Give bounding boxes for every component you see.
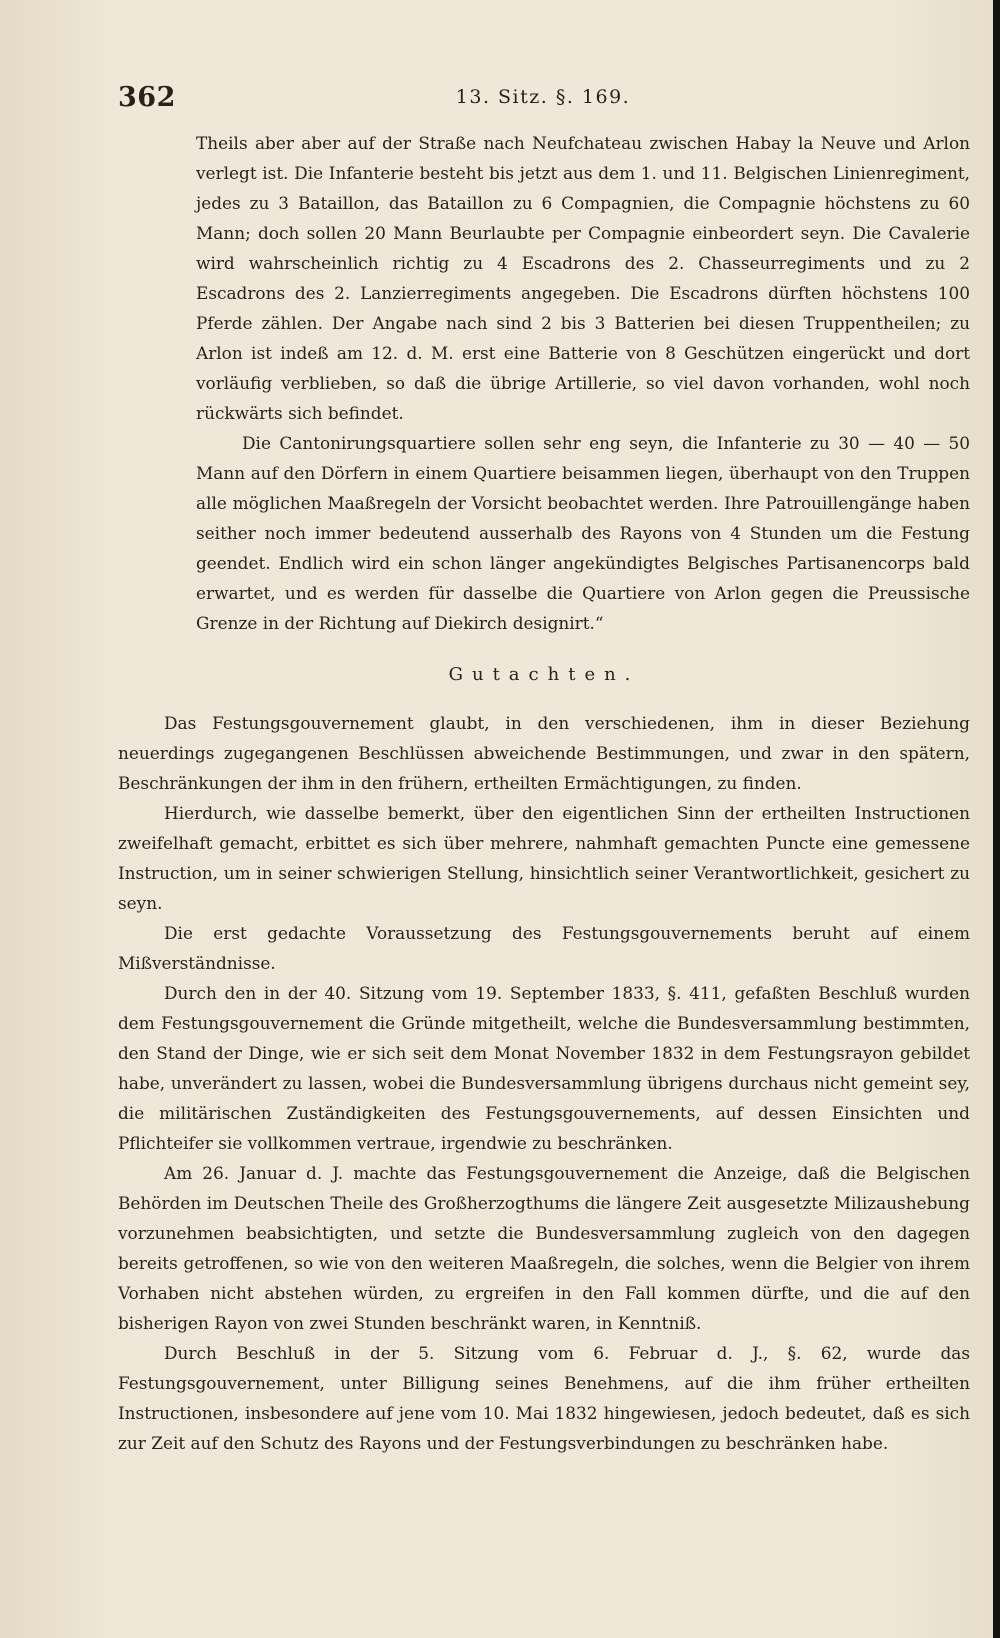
running-head: 13. Sitz. §. 169. <box>455 86 631 108</box>
main-text <box>118 708 970 1458</box>
quoted-report <box>118 128 970 638</box>
section-heading: Gutachten. <box>448 664 640 685</box>
body-paragraph: Die erst gedachte Voraussetzung des Festungsgouvernements beruht auf einem Mißverständnisse. <box>118 923 970 973</box>
body-paragraph: Durch den in der 40. Sitzung vom 19. September 1833, §. 411, gefaßten Beschluß wurden dem Festungsgouvernement die Gründe mitgetheilt, welche die Bundesversammlung bestimmten, den Stand der Dinge, wie er sich seit dem Monat November 1832 in dem Festungsrayon gebildet habe, unverändert zu lassen, wobei die Bundesversammlung übrigens durchaus nicht gemeint sey, die militärischen Zuständigkeiten des Festungsgouvernements, auf dessen Einsichten und Pflichteifer sie vollkommen vertraue, irgendwie zu beschränken. <box>118 983 970 1153</box>
body-paragraph: Das Festungsgouvernement glaubt, in den verschiedenen, ihm in dieser Beziehung neuerdings zugegangenen Beschlüssen abweichende Bestimmungen, und zwar in den spätern, Beschränkungen der ihm in den frühern, ertheilten Ermächtigungen, zu finden. <box>118 713 970 793</box>
body-paragraph: Am 26. Januar d. J. machte das Festungsgouvernement die Anzeige, daß die Belgischen Behörden im Deutschen Theile des Großherzogthums die längere Zeit ausgesetzte Milizaushebung vorzunehmen beabsichtigten, und setzte die Bundesversammlung zugleich von den dagegen bereits getroffenen, so wie von den weiteren Maaßregeln, die solches, wenn die Belgier von ihrem Vorhaben nicht abstehen würden, zu ergreifen in den Fall kommen dürfte, und die auf den bisherigen Rayon von zwei Stunden beschränkt waren, in Kenntniß. <box>118 1163 970 1333</box>
page-content <box>118 128 970 1458</box>
body-paragraph: Hierdurch, wie dasselbe bemerkt, über den eigentlichen Sinn der ertheilten Instructionen zweifelhaft gemacht, erbittet es sich über mehrere, nahmhaft gemachten Puncte eine gemessene Instruction, um in seiner schwierigen Stellung, hinsichtlich seiner Verantwortlichkeit, gesichert zu seyn. <box>118 803 970 913</box>
body-paragraph: Durch Beschluß in der 5. Sitzung vom 6. Februar d. J., §. 62, wurde das Festungsgouvernement, unter Billigung seines Benehmens, auf die ihm früher ertheilten Instructionen, insbesondere auf jene vom 10. Mai 1832 hingewiesen, jedoch bedeutet, daß es sich zur Zeit auf den Schutz des Rayons und der Festungsverbindungen zu beschränken habe. <box>118 1343 970 1453</box>
page-header <box>118 82 968 118</box>
quote-paragraph: Theils aber aber auf der Straße nach Neufchateau zwischen Habay la Neuve und Arlon verlegt ist. Die Infanterie besteht bis jetzt aus dem 1. und 11. Belgischen Linienregiment, jedes zu 3 Bataillon, das Bataillon zu 6 Compagnien, die Compagnie höchstens zu 60 Mann; doch sollen 20 Mann Beurlaubte per Compagnie einbeordert seyn. Die Cavalerie wird wahrscheinlich richtig zu 4 Escadrons des 2. Chasseurregiments und zu 2 Escadrons des 2. Lanzierregiments angegeben. Die Escadrons dürften höchstens 100 Pferde zählen. Der Angabe nach sind 2 bis 3 Batterien bei diesen Truppentheilen; zu Arlon ist indeß am 12. d. M. erst eine Batterie von 8 Geschützen eingerückt und dort vorläufig verblieben, so daß die übrige Artillerie, so viel davon vorhanden, wohl noch rückwärts sich befindet. <box>196 133 970 423</box>
page-edge <box>993 0 1000 1638</box>
page-number: 362 <box>118 82 176 113</box>
quote-paragraph: Die Cantonirungsquartiere sollen sehr eng seyn, die Infanterie zu 30 — 40 — 50 Mann auf den Dörfern in einem Quartiere beisammen liegen, überhaupt von den Truppen alle möglichen Maaßregeln der Vorsicht beobachtet werden. Ihre Patrouillengänge haben seither noch immer bedeutend ausserhalb des Rayons von 4 Stunden um die Festung geendet. Endlich wird ein schon länger angekündigtes Belgisches Partisanencorps bald erwartet, und es werden für dasselbe die Quartiere von Arlon gegen die Preussische Grenze in der Richtung auf Diekirch designirt.“ <box>196 433 970 633</box>
